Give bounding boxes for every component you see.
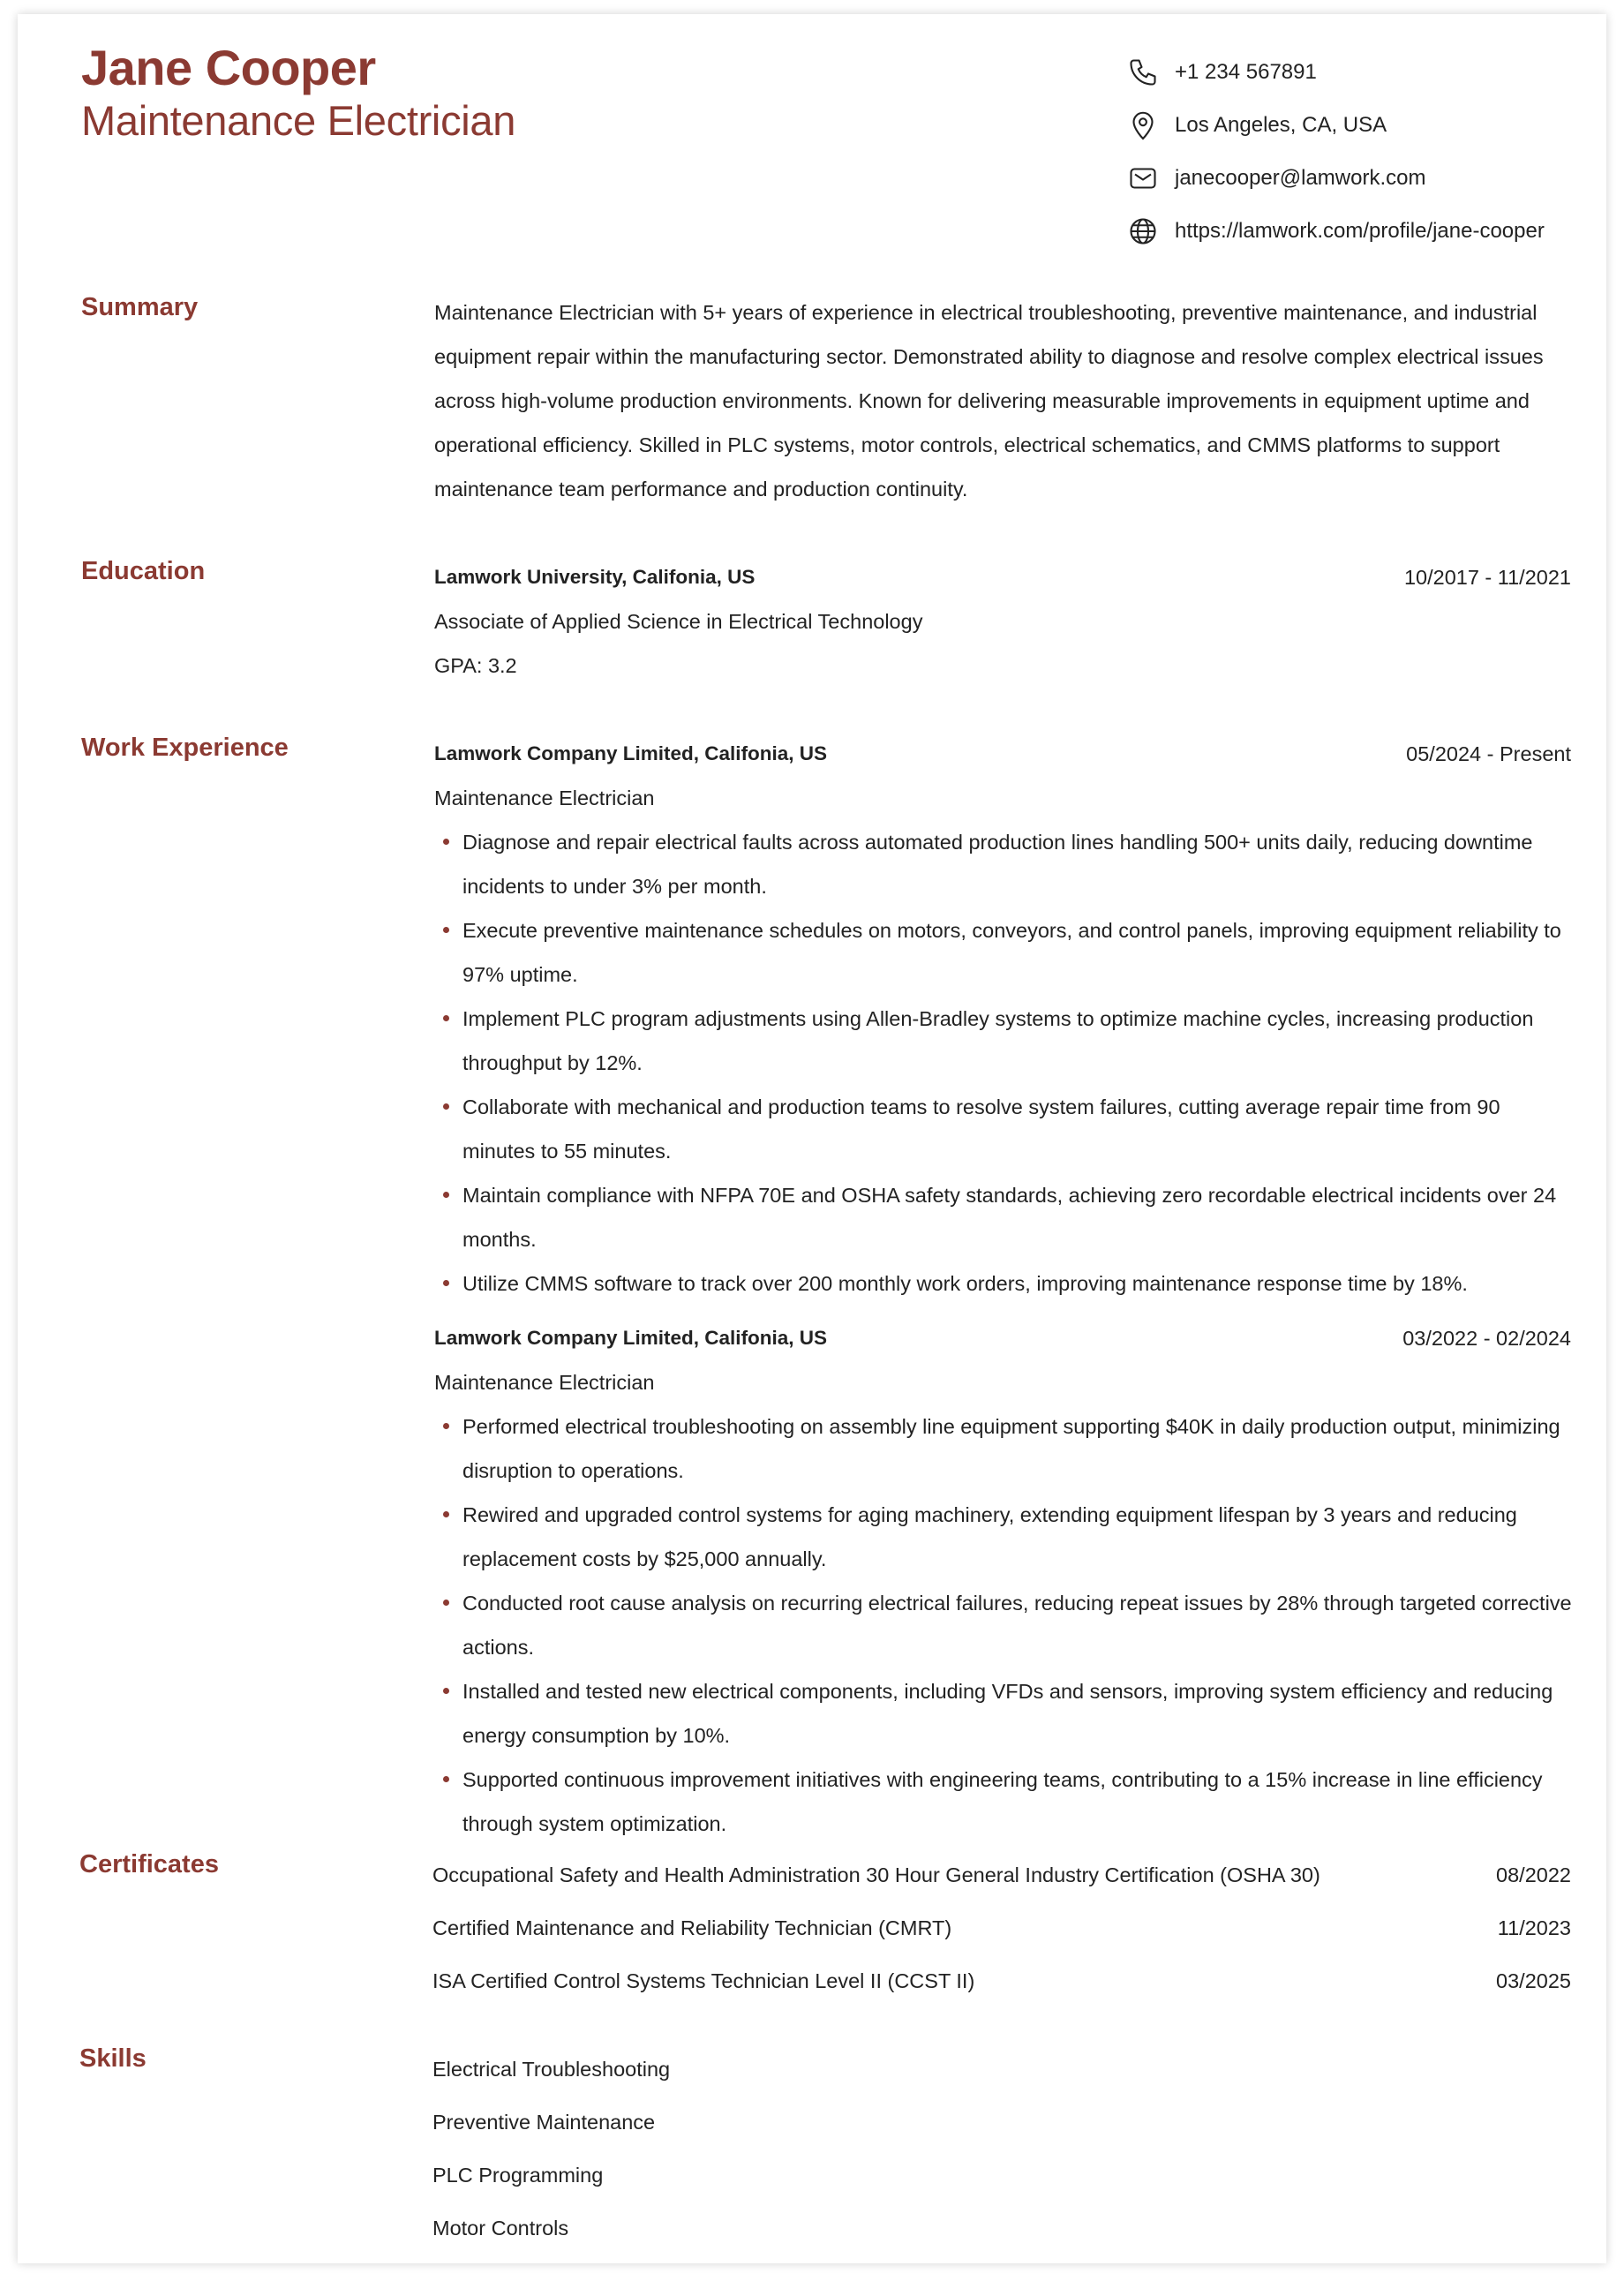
job-header [434, 732, 1571, 776]
education-dates: 10/2017 - 11/2021 [1403, 565, 1571, 589]
job-bullets [434, 820, 1573, 1306]
contact-phone [1125, 46, 1584, 99]
resume-page [18, 14, 1606, 2263]
email-icon [1125, 161, 1161, 196]
job-dates: 03/2022 - 02/2024 [1402, 1326, 1571, 1350]
certificate-row [432, 1848, 1571, 1901]
certificates-heading: Certificates [79, 1850, 219, 1878]
skill-item: Motor Controls [432, 2217, 569, 2240]
job-company: Lamwork Company Limited, Califonia, US [434, 1327, 828, 1349]
contact-list [1125, 46, 1584, 258]
job-company: Lamwork Company Limited, Califonia, US [434, 742, 828, 764]
contact-location [1125, 99, 1584, 152]
certificate-name: Occupational Safety and Health Administration 30 Hour General Industry Certification (OSHA 30) [432, 1863, 1320, 1886]
certificate-name: Certified Maintenance and Reliability Technician (CMRT) [432, 1916, 952, 1939]
job-bullet: Diagnose and repair electrical faults across automated production lines handling 500+ units daily, reducing downtime incidents to under 3% per month. [434, 820, 1573, 908]
education-school: Lamwork University, Califonia, US [434, 566, 756, 588]
job-bullet: Installed and tested new electrical components, including VFDs and sensors, improving system efficiency and reducing energy consumption by 10%. [434, 1669, 1573, 1758]
skills-heading: Skills [79, 2044, 147, 2073]
experience-heading: Work Experience [81, 734, 289, 762]
education-row [434, 555, 1571, 599]
contact-email-text[interactable]: janecooper@lamwork.com [1175, 166, 1426, 190]
job-header [434, 1316, 1571, 1360]
certificate-date: 03/2025 [1496, 1969, 1571, 1992]
job-bullet: Rewired and upgraded control systems for aging machinery, extending equipment lifespan by 3 years and reducing replacement costs by $25,000 annually. [434, 1493, 1573, 1581]
certificate-row [432, 1901, 1571, 1954]
certificate-date: 08/2022 [1496, 1863, 1571, 1886]
location-pin-icon [1125, 108, 1161, 143]
skill-item: PLC Programming [432, 2164, 604, 2187]
job-bullet: Collaborate with mechanical and production teams to resolve system failures, cutting average repair time from 90 minutes to 55 minutes. [434, 1085, 1573, 1173]
job-position: Maintenance Electrician [434, 787, 655, 809]
job-bullet: Conducted root cause analysis on recurring electrical failures, reducing repeat issues by 28% through targeted corrective actions. [434, 1581, 1573, 1669]
contact-email [1125, 152, 1584, 205]
job-bullet: Utilize CMMS software to track over 200 monthly work orders, improving maintenance response time by 18%. [434, 1261, 1573, 1306]
education-gpa: GPA: 3.2 [434, 654, 517, 677]
contact-phone-text[interactable]: +1 234 567891 [1175, 60, 1317, 84]
summary-heading: Summary [81, 293, 199, 321]
job-bullet: Supported continuous improvement initiatives with engineering teams, contributing to a 15% increase in line efficiency through system optimization. [434, 1758, 1573, 1846]
candidate-name: Jane Cooper [81, 40, 376, 95]
job-bullet: Execute preventive maintenance schedules on motors, conveyors, and control panels, improving equipment reliability to 97% uptime. [434, 908, 1573, 997]
job-bullet: Implement PLC program adjustments using Allen-Bradley systems to optimize machine cycles, increasing production throughput by 12%. [434, 997, 1573, 1085]
skill-item: Preventive Maintenance [432, 2111, 656, 2134]
globe-icon [1125, 214, 1161, 249]
certificate-row [432, 1954, 1571, 2007]
education-degree: Associate of Applied Science in Electrical Technology [434, 610, 923, 633]
skill-item: Electrical Troubleshooting [432, 2058, 671, 2081]
certificate-name: ISA Certified Control Systems Technician Level II (CCST II) [432, 1969, 975, 1992]
job-bullets [434, 1404, 1573, 1846]
candidate-role: Maintenance Electrician [81, 97, 516, 144]
phone-icon [1125, 55, 1161, 90]
certificate-date: 11/2023 [1497, 1916, 1571, 1939]
job-bullet: Performed electrical troubleshooting on assembly line equipment supporting $40K in daily production output, minimizing disruption to operations. [434, 1404, 1573, 1493]
contact-website [1125, 205, 1584, 258]
contact-website-text[interactable]: https://lamwork.com/profile/jane-cooper [1175, 219, 1545, 243]
education-heading: Education [81, 557, 206, 585]
job-position: Maintenance Electrician [434, 1371, 655, 1394]
summary-text: Maintenance Electrician with 5+ years of experience in electrical troubleshooting, preventive maintenance, and industrial equipment repair within the manufacturing sector. Demonstrated ability to diagnose and resolve complex electrical issues across high-volume production environments. Known for delivering measurable improvements in equipment uptime and operational efficiency. Skilled in PLC systems, motor controls, electrical schematics, and CMMS platforms to support maintenance team performance and production continuity. [434, 301, 1544, 501]
job-bullet: Maintain compliance with NFPA 70E and OSHA safety standards, achieving zero recordable electrical incidents over 24 months. [434, 1173, 1573, 1261]
contact-location-text: Los Angeles, CA, USA [1175, 113, 1387, 137]
job-dates: 05/2024 - Present [1406, 742, 1571, 765]
